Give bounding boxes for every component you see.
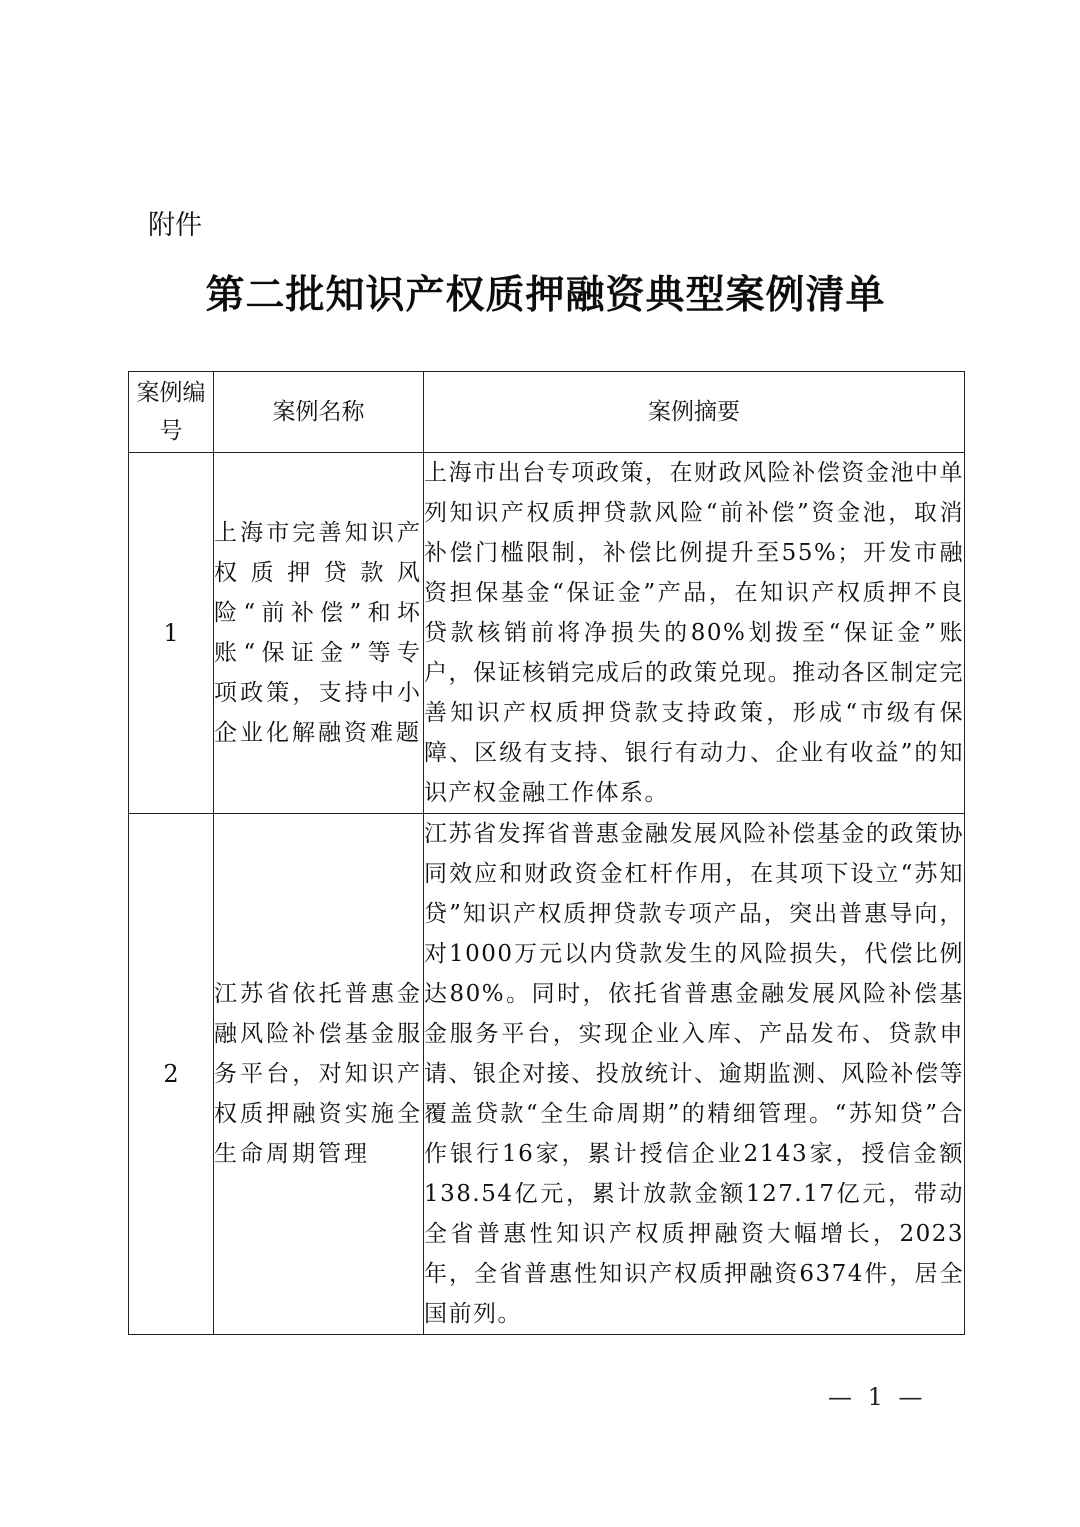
page-number: — 1 — — [828, 1383, 927, 1411]
column-header-case-id: 案例编号 — [129, 372, 214, 453]
column-header-case-summary: 案例摘要 — [424, 372, 965, 453]
case-summary-cell: 上海市出台专项政策，在财政风险补偿资金池中单列知识产权质押贷款风险“前补偿”资金池，取消补偿门槛限制，补偿比例提升至55%；开发市融资担保基金“保证金”产品，在知识产权质押不良贷款核销前将净损失的80%划拨至“保证金”账户，保证核销完成后的政策兑现。推动各区制定完善知识产权质押贷款支持政策，形成“市级有保障、区级有支持、银行有动力、企业有收益”的知识产权金融工作体系。 — [424, 453, 965, 814]
table-row — [129, 453, 965, 814]
case-id-cell: 2 — [129, 814, 214, 1335]
case-summary-cell: 江苏省发挥省普惠金融发展风险补偿基金的政策协同效应和财政资金杠杆作用，在其项下设立“苏知贷”知识产权质押贷款专项产品，突出普惠导向，对1000万元以内贷款发生的风险损失，代偿比例达80%。同时，依托省普惠金融发展风险补偿基金服务平台，实现企业入库、产品发布、贷款申请、银企对接、投放统计、逾期监测、风险补偿等覆盖贷款“全生命周期”的精细管理。“苏知贷”合作银行16家，累计授信企业2143家，授信金额138.54亿元，累计放款金额127.17亿元，带动全省普惠性知识产权质押融资大幅增长，2023年，全省普惠性知识产权质押融资6374件，居全国前列。 — [424, 814, 965, 1335]
table-row — [129, 814, 965, 1335]
document-title: 第二批知识产权质押融资典型案例清单 — [205, 272, 886, 318]
case-id-cell: 1 — [129, 453, 214, 814]
table-header-row — [129, 372, 965, 453]
case-name-cell: 江苏省依托普惠金融风险补偿基金服务平台，对知识产权质押融资实施全生命周期管理 — [214, 814, 424, 1335]
case-list-table — [128, 371, 965, 1335]
attachment-label: 附件 — [148, 210, 202, 241]
column-header-case-name: 案例名称 — [214, 372, 424, 453]
case-name-cell: 上海市完善知识产权质押贷款风险“前补偿”和坏账“保证金”等专项政策，支持中小企业化解融资难题 — [214, 453, 424, 814]
